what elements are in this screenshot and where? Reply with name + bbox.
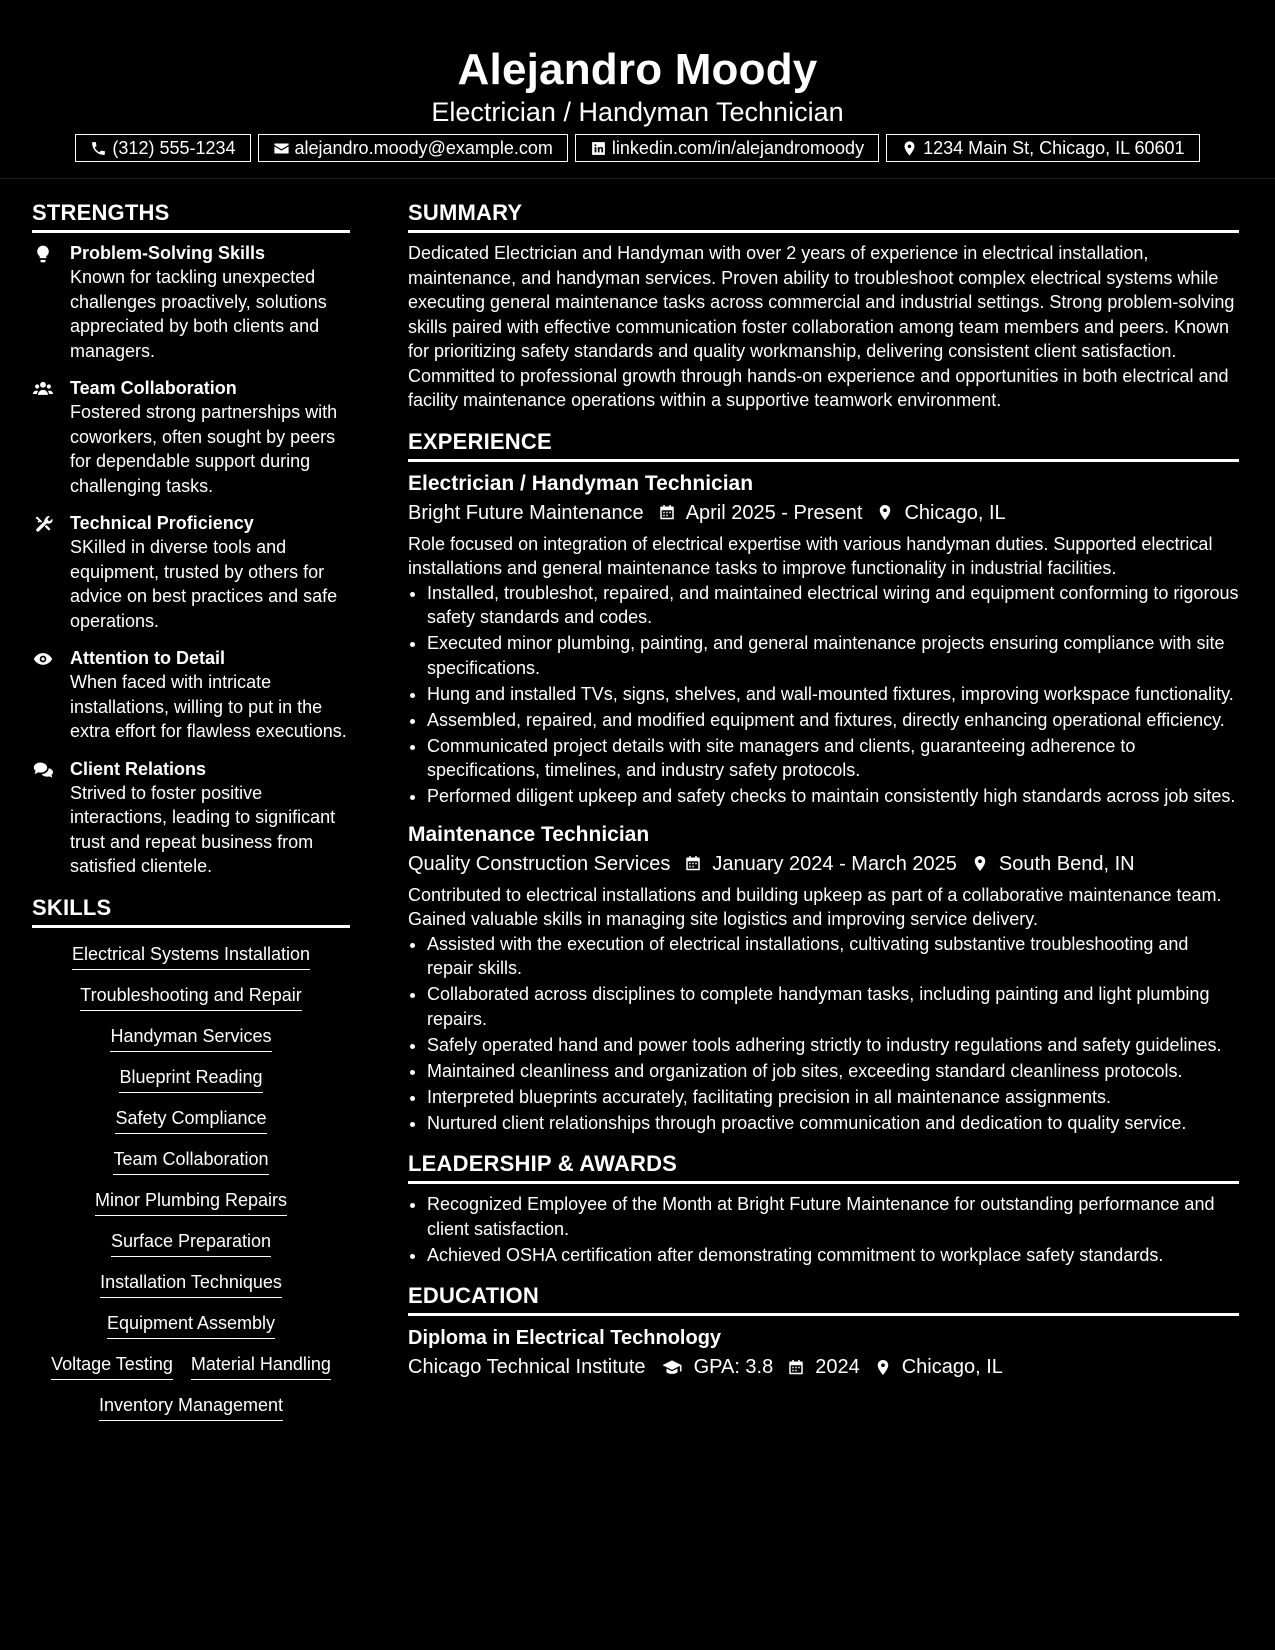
strengths-heading: STRENGTHS: [32, 198, 350, 233]
map-pin-icon: [971, 854, 989, 873]
job-location: Chicago, IL: [904, 501, 1006, 524]
job-bullet: • Hung and installed TVs, signs, shelves, and wall-mounted fixtures, improving workspace functionality.: [427, 682, 1239, 707]
skill-tag: Equipment Assembly: [107, 1311, 275, 1339]
job-entry: [408, 821, 1239, 1136]
map-pin-icon: [876, 503, 894, 522]
strength-item: [32, 241, 350, 363]
strength-desc: Strived to foster positive interactions, leading to significant trust and repeat business from satisfied clientele.: [70, 782, 336, 876]
tools-icon: [32, 514, 54, 534]
job-bullet: • Assembled, repaired, and modified equipment and fixtures, directly enhancing operational efficiency.: [427, 708, 1239, 733]
strength-name: Team Collaboration: [70, 378, 237, 398]
calendar-icon: [787, 1358, 805, 1377]
contact-address[interactable]: [886, 134, 1200, 162]
job-dates: April 2025 - Present: [685, 501, 863, 524]
job-company: Quality Construction Services: [408, 852, 671, 875]
map-pin-icon: [874, 1358, 892, 1377]
education-meta: [408, 1352, 1239, 1382]
candidate-name: Alejandro Moody: [457, 45, 818, 94]
award-item: • Achieved OSHA certification after demonstrating commitment to workplace safety standards.: [427, 1243, 1239, 1268]
job-bullet: • Nurtured client relationships through proactive communication and dedication to quality service.: [427, 1111, 1239, 1136]
summary-heading: SUMMARY: [408, 198, 1239, 233]
job-bullet: • Safely operated hand and power tools adhering strictly to industry regulations and safety guidelines.: [427, 1033, 1239, 1058]
skills-list: [32, 942, 350, 1421]
eye-icon: [32, 649, 54, 669]
leadership-list: [408, 1192, 1239, 1267]
strength-name: Client Relations: [70, 758, 207, 779]
envelope-icon: [273, 140, 290, 157]
resume-header: [0, 0, 1275, 179]
skill-tag: Blueprint Reading: [119, 1065, 262, 1093]
skill-tag: Minor Plumbing Repairs: [95, 1188, 287, 1216]
job-bullet: • Collaborated across disciplines to complete handyman tasks, including painting and light plumbing repairs.: [427, 982, 1239, 1031]
job-bullet: • Interpreted blueprints accurately, facilitating precision in all maintenance assignments.: [427, 1085, 1239, 1110]
job-bullet: • Assisted with the execution of electrical installations, cultivating substantive troubleshooting and repair skills.: [427, 932, 1239, 981]
linkedin-icon: [590, 140, 607, 157]
strength-item: [32, 376, 350, 498]
education-gpa: GPA: 3.8: [693, 1356, 774, 1378]
skill-tag: Troubleshooting and Repair: [80, 983, 301, 1011]
right-column: [408, 198, 1239, 1386]
experience-heading: EXPERIENCE: [408, 427, 1239, 462]
job-meta: [408, 849, 1239, 879]
strength-item: [32, 757, 350, 879]
skill-tag: Material Handling: [191, 1352, 331, 1380]
contact-email-text: alejandro.moody@example.com: [294, 137, 553, 158]
contact-email[interactable]: [258, 134, 568, 162]
job-bullet: • Performed diligent upkeep and safety checks to maintain consistently high standards across job sites.: [427, 784, 1239, 809]
education-location: Chicago, IL: [901, 1356, 1003, 1378]
contact-linkedin[interactable]: [575, 134, 879, 162]
strength-name: Problem-Solving Skills: [70, 243, 266, 263]
candidate-title: Electrician / Handyman Technician: [431, 97, 844, 127]
map-pin-icon: [901, 140, 918, 157]
skills-heading: SKILLS: [32, 893, 350, 928]
award-item: • Recognized Employee of the Month at Bright Future Maintenance for outstanding performance and client satisfaction.: [427, 1192, 1239, 1241]
summary-text: Dedicated Electrician and Handyman with over 2 years of experience in electrical installation, maintenance, and handyman services. Proven ability to troubleshoot complex electrical systems while executing general maintenance tasks across commercial and industrial settings. Strong problem-solving skills paired with effective communication foster collaboration among team members and peers. Known for prioritizing safety standards and quality workmanship, delivering consistent client satisfaction. Committed to professional growth through hands-on experience and opportunities in both electrical and facility maintenance operations within a supportive teamwork environment.: [408, 243, 1235, 410]
skill-tag: Team Collaboration: [113, 1147, 268, 1175]
users-icon: [32, 379, 54, 399]
job-title: Maintenance Technician: [408, 822, 650, 846]
graduation-cap-icon: [660, 1358, 684, 1377]
job-bullet: • Communicated project details with site managers and clients, guaranteeing adherence to specifications, timelines, and industry safety protocols.: [427, 734, 1239, 783]
leadership-heading: LEADERSHIP & AWARDS: [408, 1149, 1239, 1184]
contact-linkedin-text: linkedin.com/in/alejandromoody: [611, 137, 865, 158]
lightbulb-icon: [32, 244, 54, 264]
skill-tag: Safety Compliance: [115, 1106, 266, 1134]
comments-icon: [32, 760, 54, 780]
strength-item: [32, 511, 350, 633]
strength-desc: Known for tackling unexpected challenges proactively, solutions appreciated by both clients and managers.: [70, 267, 327, 361]
calendar-icon: [658, 503, 676, 522]
education-school: Chicago Technical Institute: [408, 1356, 646, 1378]
job-bullets: [408, 581, 1239, 809]
job-bullets: [408, 932, 1239, 1136]
job-company: Bright Future Maintenance: [408, 501, 644, 524]
education-year: 2024: [815, 1356, 860, 1378]
education-degree: Diploma in Electrical Technology: [408, 1327, 722, 1349]
education-heading: EDUCATION: [408, 1281, 1239, 1316]
job-entry: [408, 470, 1239, 809]
job-location: South Bend, IN: [998, 852, 1135, 875]
job-bullet: • Maintained cleanliness and organization of job sites, exceeding standard cleanliness protocols.: [427, 1059, 1239, 1084]
skill-tag: Surface Preparation: [111, 1229, 271, 1257]
strength-desc: SKilled in diverse tools and equipment, trusted by others for advice on best practices and safe operations.: [70, 537, 338, 631]
contact-bar: [0, 134, 1275, 162]
skill-tag: Handyman Services: [110, 1024, 271, 1052]
strength-name: Technical Proficiency: [70, 513, 254, 533]
skill-tag: Installation Techniques: [100, 1270, 282, 1298]
skill-tag: Voltage Testing: [51, 1352, 173, 1380]
strength-item: [32, 646, 350, 744]
strength-name: Attention to Detail: [70, 648, 225, 668]
calendar-icon: [684, 854, 702, 873]
job-description: Role focused on integration of electrical expertise with various handyman duties. Supported electrical installations and general maintenance tasks to improve functionality in industrial facilities.: [408, 533, 1213, 578]
job-bullet: • Executed minor plumbing, painting, and general maintenance projects ensuring compliance with site specifications.: [427, 631, 1239, 680]
job-meta: [408, 498, 1239, 528]
job-dates: January 2024 - March 2025: [712, 852, 957, 875]
left-column: [32, 198, 350, 1421]
contact-phone-text: (312) 555-1234: [112, 137, 236, 158]
strength-desc: Fostered strong partnerships with coworkers, often sought by peers for dependable support during challenging tasks.: [70, 402, 338, 496]
job-bullet: • Installed, troubleshot, repaired, and maintained electrical wiring and equipment conforming to rigorous safety standards and codes.: [427, 581, 1239, 630]
job-description: Contributed to electrical installations and building upkeep as part of a collaborative maintenance team. Gained valuable skills in managing site logistics and improving service delivery.: [408, 884, 1222, 929]
skill-tag: Inventory Management: [99, 1393, 283, 1421]
strength-desc: When faced with intricate installations, willing to put in the extra effort for flawless executions.: [70, 672, 347, 741]
contact-address-text: 1234 Main St, Chicago, IL 60601: [923, 137, 1185, 158]
phone-icon: [90, 140, 107, 157]
job-title: Electrician / Handyman Technician: [408, 471, 754, 495]
contact-phone[interactable]: [75, 134, 250, 162]
skill-tag: Electrical Systems Installation: [72, 942, 310, 970]
